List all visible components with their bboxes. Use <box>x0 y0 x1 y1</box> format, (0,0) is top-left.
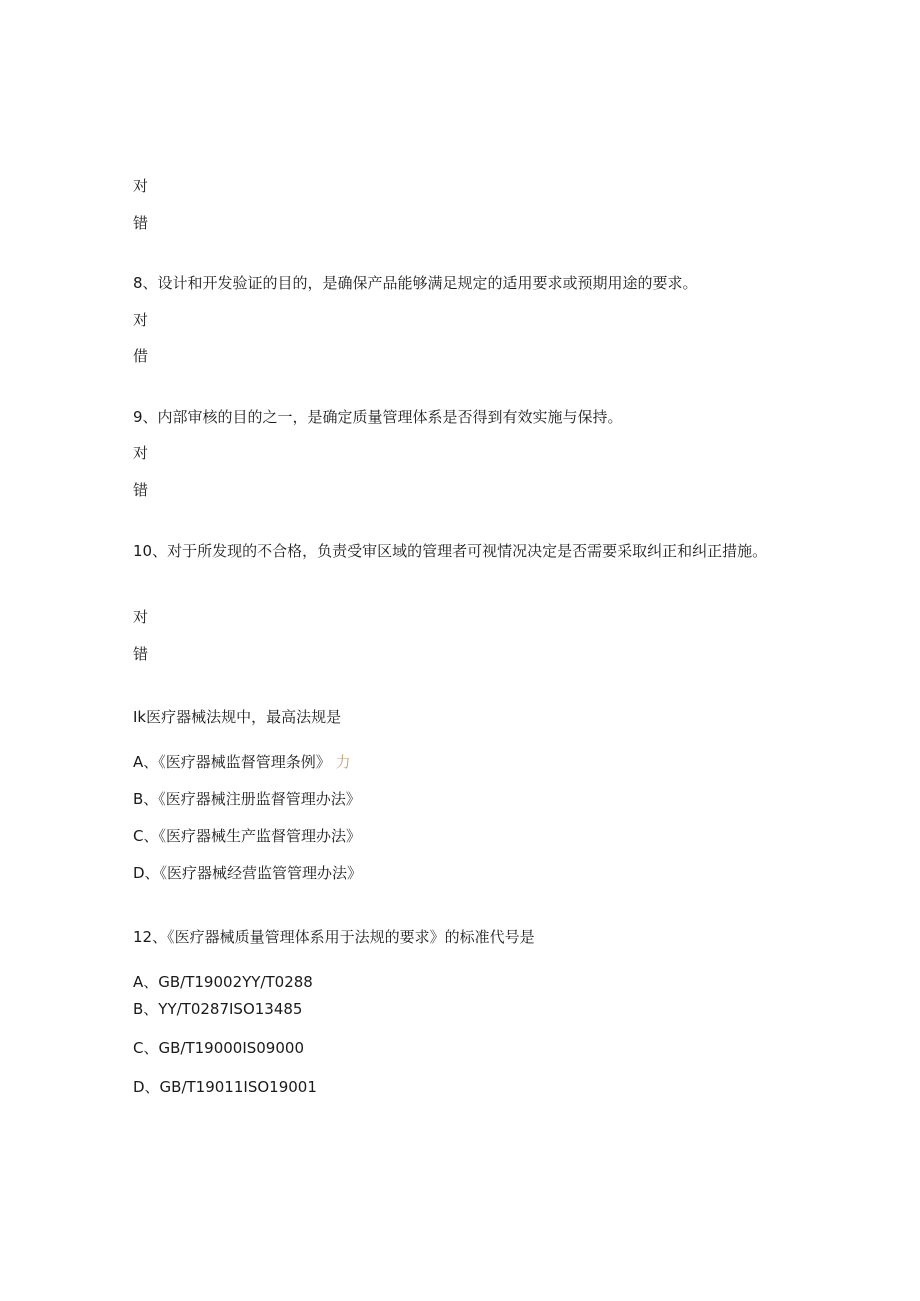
question-11-option-a[interactable] <box>133 752 351 772</box>
question-12-text: 12、《医疗器械质量管理体系用于法规的要求》的标准代号是 <box>133 928 535 946</box>
question-10-text: 10、对于所发现的不合格，负责受审区域的管理者可视情况决定是否需要采取纠正和纠正措施。 <box>133 542 768 560</box>
question-11-option-d[interactable]: D、《医疗器械经营监管管理办法》 <box>133 864 363 882</box>
question-9-option-false[interactable]: 错 <box>133 481 149 499</box>
question-12-option-c[interactable]: C、GB/T19000IS09000 <box>133 1039 304 1057</box>
question-8-option-false[interactable]: 借 <box>133 347 149 365</box>
question-12-option-d[interactable]: D、GB/T19011ISO19001 <box>133 1078 317 1096</box>
question-10-option-true[interactable]: 对 <box>133 608 149 626</box>
question-10-option-false[interactable]: 错 <box>133 645 149 663</box>
handwritten-answer-mark: 力 <box>335 753 351 771</box>
option-a-label: A、《医疗器械监督管理条例》 <box>133 753 331 771</box>
prev-option-false[interactable]: 错 <box>133 214 149 232</box>
question-8-option-true[interactable]: 对 <box>133 311 149 329</box>
question-8-text: 8、设计和开发验证的目的，是确保产品能够满足规定的适用要求或预期用途的要求。 <box>133 274 698 292</box>
question-12-option-b[interactable]: B、YY/T0287ISO13485 <box>133 1000 303 1018</box>
question-11-option-b[interactable]: B、《医疗器械注册监督管理办法》 <box>133 790 361 808</box>
question-9-option-true[interactable]: 对 <box>133 444 149 462</box>
question-12-option-a[interactable]: A、GB/T19002YY/T0288 <box>133 973 313 991</box>
question-9-text: 9、内部审核的目的之一，是确定质量管理体系是否得到有效实施与保持。 <box>133 408 623 426</box>
prev-option-true[interactable]: 对 <box>133 177 149 195</box>
question-11-text: Ik医疗器械法规中，最高法规是 <box>133 708 342 726</box>
question-11-option-c[interactable]: C、《医疗器械生产监督管理办法》 <box>133 827 361 845</box>
